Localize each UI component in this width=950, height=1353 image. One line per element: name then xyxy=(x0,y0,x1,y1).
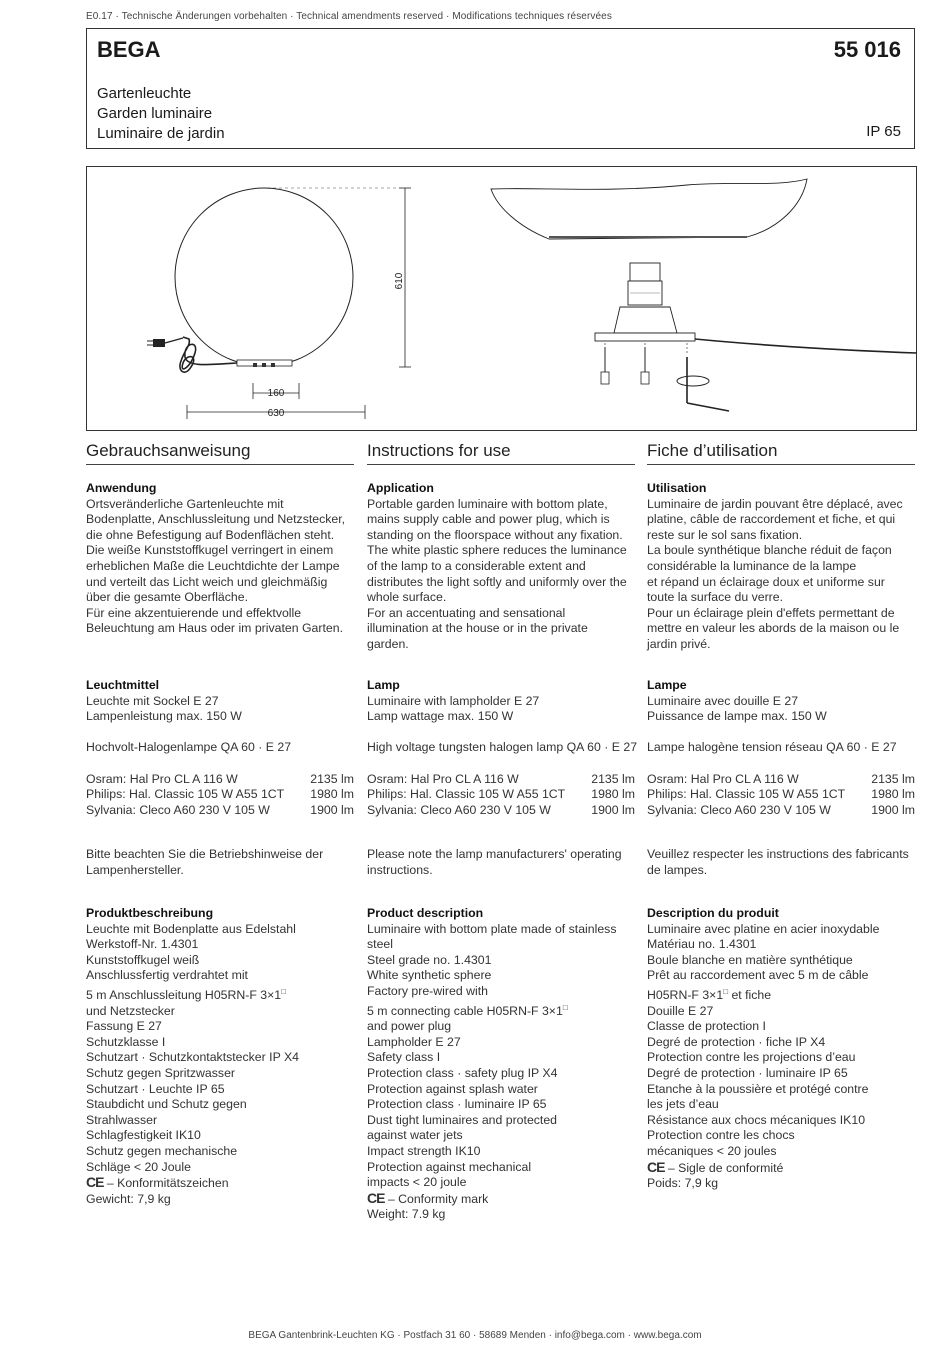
lamp-row xyxy=(86,772,354,788)
product-heading: Product description xyxy=(367,906,484,920)
application-heading: Application xyxy=(367,481,434,495)
lamp-model: Philips: Hal. Classic 105 W A55 1CT xyxy=(86,787,285,802)
text-line: Matériau no. 1.4301 xyxy=(647,937,757,952)
lamp-model: Sylvania: Cleco A60 230 V 105 W xyxy=(367,802,551,817)
text-line: Bodenplatte, Anschlussleitung und Netzstecker, xyxy=(86,512,346,527)
lamp-lumen: 1900 lm xyxy=(871,802,915,817)
text-line: 5 m Anschlussleitung H05RN-F 3×1□ xyxy=(86,986,286,1003)
lamp-lumen: 1980 lm xyxy=(871,787,915,802)
text-line: For an accentuating and sensational xyxy=(367,605,566,620)
text-line: mettre en valeur les abords de la maison ou le xyxy=(647,621,900,636)
text-line: die ohne Befestigung auf Bodenflächen steht. xyxy=(86,527,335,542)
note-section xyxy=(367,847,635,878)
text-line: toute la surface du verre. xyxy=(647,590,784,605)
lamp-row xyxy=(647,772,915,788)
text-line: et répand un éclairage doux et uniforme sur xyxy=(647,574,885,589)
square-mm-mark: □ xyxy=(723,986,729,996)
text-line: Pour un éclairage plein d'effets permettant de xyxy=(647,605,895,620)
column-title: Instructions for use xyxy=(367,440,635,465)
text-line: platine, câble de raccordement et fiche, et qui xyxy=(647,512,896,527)
text-line: Leuchte mit Sockel E 27 xyxy=(86,693,219,708)
lamp-model: Philips: Hal. Classic 105 W A55 1CT xyxy=(647,787,846,802)
text-line: and power plug xyxy=(367,1019,452,1034)
column-en xyxy=(367,440,638,1222)
power-plug xyxy=(153,339,165,347)
lamp-section xyxy=(367,678,638,818)
note-section xyxy=(86,847,354,878)
rotation-arrow xyxy=(677,376,709,386)
text-line: erheblichen Maße die Leuchtdichte der Lampe xyxy=(86,558,340,573)
text-line: de lampes. xyxy=(647,862,708,877)
text-line: les jets d’eau xyxy=(647,1097,719,1112)
text-line: Impact strength IK10 xyxy=(367,1144,481,1158)
text-line: jardin privé. xyxy=(647,636,711,651)
text-line: Leuchte mit Bodenplatte aus Edelstahl xyxy=(86,921,296,936)
lamp-model: Philips: Hal. Classic 105 W A55 1CT xyxy=(367,787,566,802)
lamp-model: Sylvania: Cleco A60 230 V 105 W xyxy=(647,802,831,817)
product-names xyxy=(97,84,225,144)
text-line: Puissance de lampe max. 150 W xyxy=(647,709,827,724)
text-line: Protection class · luminaire IP 65 xyxy=(367,1097,547,1112)
text-line: Schutzart · Schutzkontaktstecker IP X4 xyxy=(86,1050,300,1065)
text-line: H05RN-F 3×1□ et fiche xyxy=(647,986,772,1003)
text-line: Protection against mechanical xyxy=(367,1159,532,1174)
text-line: instructions. xyxy=(367,862,433,877)
text-line: Schutz gegen Spritzwasser xyxy=(86,1066,236,1081)
column-title: Fiche d’utilisation xyxy=(647,440,915,465)
text-line: Ortsveränderliche Gartenleuchte mit xyxy=(86,496,284,511)
lamp-section xyxy=(647,678,915,818)
sphere-outline xyxy=(175,188,353,366)
text-line: La boule synthétique blanche réduit de façon xyxy=(647,543,892,558)
revision-note: E0.17 · Technische Änderungen vorbehalten · Technical amendments reserved · Modifications techniques réservées xyxy=(86,11,612,22)
text-line: Beleuchtung am Haus oder im privaten Garten. xyxy=(86,621,344,636)
plate-label: 160 xyxy=(267,388,285,399)
weight: Gewicht: 7,9 kg xyxy=(86,1191,171,1206)
lamp-row xyxy=(367,772,635,788)
text-line: garden. xyxy=(367,636,409,651)
conformity-text: – Konformitätszeichen xyxy=(103,1176,229,1191)
text-line: Luminaire with bottom plate made of stainless xyxy=(367,921,617,936)
drawing-svg xyxy=(87,167,918,432)
text-line: Lamp wattage max. 150 W xyxy=(367,709,514,724)
lamp-row xyxy=(367,803,635,819)
text-line: Luminaire de jardin pouvant être déplacé, avec xyxy=(647,496,903,511)
text-line: Staubdicht und Schutz gegen xyxy=(86,1097,247,1112)
square-mm-mark: □ xyxy=(562,1002,568,1012)
text-line: über die gesamte Oberfläche. xyxy=(86,590,249,605)
ip-rating: IP 65 xyxy=(866,123,901,140)
conformity-text: – Conformity mark xyxy=(384,1191,489,1206)
base-screw xyxy=(262,363,266,367)
lamp-row xyxy=(647,803,915,819)
text-line: Schlagfestigkeit IK10 xyxy=(86,1128,201,1143)
weight: Weight: 7.9 kg xyxy=(367,1207,446,1222)
brand-name: BEGA xyxy=(97,37,161,62)
lamp-lumen: 1900 lm xyxy=(310,802,354,817)
text-line: considérable la luminance de la lampe xyxy=(647,558,857,573)
lamp-lumen: 1980 lm xyxy=(310,787,354,802)
text-line: Protection against splash water xyxy=(367,1081,538,1096)
lamp-lumen: 1900 lm xyxy=(591,802,635,817)
text-line: Luminaire avec platine en acier inoxydable xyxy=(647,921,880,936)
text-line: Safety class I xyxy=(367,1050,441,1065)
base-housing xyxy=(614,307,677,333)
text-line: Degré de protection · luminaire IP 65 xyxy=(647,1066,848,1081)
text-line: Strahlwasser xyxy=(86,1112,158,1127)
lamp-lumen: 2135 lm xyxy=(871,771,915,786)
text-line: Etanche à la poussière et protégé contre xyxy=(647,1081,869,1096)
text-line: Lampenleistung max. 150 W xyxy=(86,709,242,724)
text-line: Fassung E 27 xyxy=(86,1019,162,1034)
text-line: Luminaire avec douille E 27 xyxy=(647,693,799,708)
text-line: of the lamp to a considerable extent and xyxy=(367,558,586,573)
product-section xyxy=(367,906,635,1223)
column-title: Gebrauchsanweisung xyxy=(86,440,354,465)
text-line: Boule blanche en matière synthétique xyxy=(647,952,853,967)
lamp-model: Osram: Hal Pro CL A 116 W xyxy=(647,771,799,786)
text-line: illumination at the house or in the private xyxy=(367,621,588,636)
weight: Poids: 7,9 kg xyxy=(647,1176,719,1191)
lamp-row xyxy=(86,787,354,803)
text-line: und Netzstecker xyxy=(86,1003,175,1018)
diameter-label: 630 xyxy=(267,408,285,419)
base-screw xyxy=(253,363,257,367)
text-line: standing on the floorspace without any fixation. xyxy=(367,527,623,542)
note-section xyxy=(647,847,915,878)
text-line: mains supply cable and power plug, which is xyxy=(367,512,610,527)
lampholder xyxy=(630,263,660,281)
text-line: mécaniques < 20 joules xyxy=(647,1144,777,1158)
product-heading: Description du produit xyxy=(647,906,779,920)
application-heading: Anwendung xyxy=(86,481,157,495)
square-mm-mark: □ xyxy=(281,986,286,996)
technical-drawing xyxy=(86,166,917,431)
text-line: Für eine akzentuierende und effektvolle xyxy=(86,605,302,620)
text-line: Classe de protection I xyxy=(647,1019,766,1034)
text-line: Die weiße Kunststoffkugel verringert in einem xyxy=(86,543,334,558)
lamp-heading: Lamp xyxy=(367,678,400,692)
text-line: distributes the light softly and uniformly over the xyxy=(367,574,627,589)
text-line: Protection class · safety plug IP X4 xyxy=(367,1066,558,1081)
lamp-heading: Leuchtmittel xyxy=(86,678,160,692)
header-box xyxy=(86,28,915,149)
text-line: Steel grade no. 1.4301 xyxy=(367,952,492,967)
text-line: against water jets xyxy=(367,1128,463,1143)
text-line: 5 m connecting cable H05RN-F 3×1□ xyxy=(367,1002,568,1018)
conformity-line xyxy=(647,1160,915,1177)
text-line: Lampholder E 27 xyxy=(367,1034,461,1049)
sphere-section xyxy=(491,179,807,239)
text-line: The white plastic sphere reduces the luminance xyxy=(367,543,627,558)
text-line: Factory pre-wired with xyxy=(367,983,488,998)
text-line: reste sur le sol sans fixation. xyxy=(647,527,803,542)
base-screw xyxy=(271,363,275,367)
text-line: Degré de protection · fiche IP X4 xyxy=(647,1034,826,1049)
product-heading: Produktbeschreibung xyxy=(86,906,214,920)
text-line: Résistance aux chocs mécaniques IK10 xyxy=(647,1112,866,1127)
text-line: impacts < 20 joule xyxy=(367,1175,467,1190)
lamp-lumen: 2135 lm xyxy=(310,771,354,786)
lamp-model: Osram: Hal Pro CL A 116 W xyxy=(86,771,238,786)
text-line: Protection contre les chocs xyxy=(647,1128,795,1143)
text-line: Schutz gegen mechanische xyxy=(86,1144,238,1158)
lamp-lumen: 1980 lm xyxy=(591,787,635,802)
lamp-type: Lampe halogène tension réseau QA 60 · E 27 xyxy=(647,740,897,755)
lamp-type: Hochvolt-Halogenlampe QA 60 · E 27 xyxy=(86,740,292,755)
text-line: Please note the lamp manufacturers' operating xyxy=(367,847,622,861)
text-line: whole surface. xyxy=(367,590,447,605)
text-line: Dust tight luminaires and protected xyxy=(367,1112,558,1127)
lamp-row xyxy=(367,787,635,803)
lamp-model: Osram: Hal Pro CL A 116 W xyxy=(367,771,519,786)
conformity-line xyxy=(367,1191,635,1208)
conformity-text: – Sigle de conformité xyxy=(664,1160,784,1175)
product-section xyxy=(86,906,354,1207)
text-line: Anschlussfertig verdrahtet mit xyxy=(86,968,248,983)
ce-mark: CE xyxy=(647,1158,665,1175)
lamp-lumen: 2135 lm xyxy=(591,771,635,786)
lamp-section xyxy=(86,678,354,818)
text-line: White synthetic sphere xyxy=(367,968,492,983)
conformity-line xyxy=(86,1175,354,1192)
text-line: Portable garden luminaire with bottom plate, xyxy=(367,496,608,511)
text-line: Lampenhersteller. xyxy=(86,862,184,877)
text-line: Werkstoff-Nr. 1.4301 xyxy=(86,937,199,952)
column-de xyxy=(86,440,354,1206)
text-line: steel xyxy=(367,937,393,952)
text-line: Prêt au raccordement avec 5 m de câble xyxy=(647,968,869,983)
product-section xyxy=(647,906,915,1192)
lamp-heading: Lampe xyxy=(647,678,687,692)
lamp-row xyxy=(647,787,915,803)
text-line: Luminaire with lampholder E 27 xyxy=(367,693,540,708)
column-fr xyxy=(647,440,915,1191)
height-label: 610 xyxy=(394,272,405,290)
application-heading: Utilisation xyxy=(647,481,707,495)
bottom-plate xyxy=(595,333,695,341)
product-name-de: Gartenleuchte xyxy=(97,85,192,102)
text-line: und verteilt das Licht weich und gleichmäßig xyxy=(86,574,328,589)
ce-mark: CE xyxy=(367,1189,385,1206)
product-name-fr: Luminaire de jardin xyxy=(97,125,225,142)
lamp-type: High voltage tungsten halogen lamp QA 60 · E 27 xyxy=(367,740,638,755)
product-name-en: Garden luminaire xyxy=(97,105,213,122)
text-line: Douille E 27 xyxy=(647,1003,714,1018)
text-line: Schutzart · Leuchte IP 65 xyxy=(86,1081,225,1096)
lamp-row xyxy=(86,803,354,819)
ce-mark: CE xyxy=(86,1174,104,1191)
text-line: Schläge < 20 Joule xyxy=(86,1159,191,1174)
text-line: Kunststoffkugel weiß xyxy=(86,952,200,967)
lamp-model: Sylvania: Cleco A60 230 V 105 W xyxy=(86,802,270,817)
text-line: Schutzklasse I xyxy=(86,1034,166,1049)
text-line: Veuillez respecter les instructions des fabricants xyxy=(647,847,909,861)
footer-address: BEGA Gantenbrink-Leuchten KG · Postfach 31 60 · 58689 Menden · info@bega.com · www.bega.com xyxy=(248,1330,702,1341)
cable-section xyxy=(695,339,917,353)
text-line: Protection contre les projections d’eau xyxy=(647,1050,856,1065)
article-number: 55 016 xyxy=(833,37,901,62)
text-line: Bitte beachten Sie die Betriebshinweise der xyxy=(86,847,324,861)
